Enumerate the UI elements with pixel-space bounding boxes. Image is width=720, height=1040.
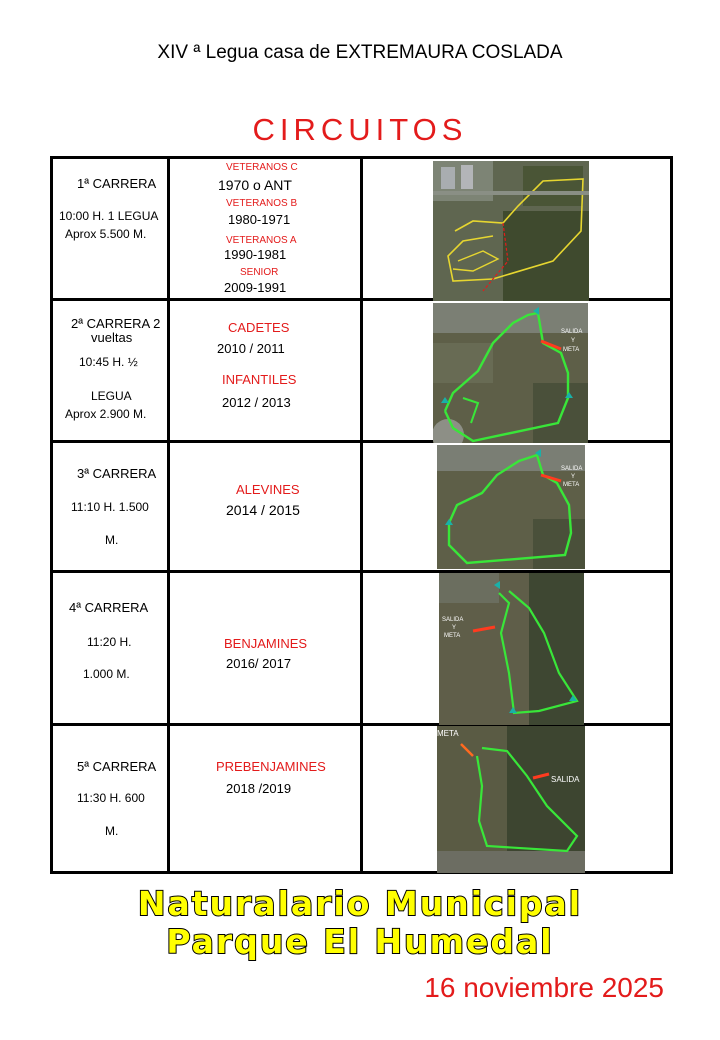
race-name-cont: vueltas <box>91 330 133 345</box>
race-categories-2 <box>169 300 362 442</box>
race-categories-1 <box>169 158 362 300</box>
category-years: 2014 / 2015 <box>226 502 300 518</box>
race-map-cell-3 <box>362 442 672 572</box>
map-label: META <box>437 729 459 738</box>
map-label: SALIDA <box>561 329 583 335</box>
category-years: 2009-1991 <box>224 280 287 295</box>
race-name: 1ª CARRERA <box>77 176 157 191</box>
map-label: SALIDA <box>561 466 583 472</box>
category-years: 2018 /2019 <box>226 781 292 796</box>
category-years: 1980-1971 <box>228 212 291 227</box>
event-date: 16 noviembre 2025 <box>424 972 664 1003</box>
category-name: PREBENJAMINES <box>216 759 326 774</box>
category-years: 2016/ 2017 <box>226 656 292 671</box>
race-distance: Aprox 5.500 M. <box>65 227 147 241</box>
race-info-4 <box>52 572 169 725</box>
page-title: XIV ª Legua casa de EXTREMAURA COSLADA <box>157 42 563 63</box>
race-info-1 <box>52 158 169 300</box>
race-map-cell-1 <box>362 158 672 300</box>
race-time: 11:20 H. <box>87 635 132 649</box>
race-row-2 <box>52 300 672 442</box>
race-row-3 <box>52 442 672 572</box>
race-name: 4ª CARRERA <box>69 600 149 615</box>
race-distance: Aprox 2.900 M. <box>65 407 147 421</box>
circuits-table <box>50 156 673 874</box>
category-years: 2010 / 2011 <box>217 341 285 356</box>
route-map-2 <box>433 303 588 443</box>
map-label: SALIDA <box>551 775 580 784</box>
category-name: INFANTILES <box>222 372 297 387</box>
map-label: Y <box>571 338 576 344</box>
map-label: SALIDA <box>442 617 464 623</box>
map-label: Y <box>571 474 576 480</box>
category-years: 1970 o ANT <box>218 177 292 193</box>
category-name: VETERANOS C <box>226 162 298 173</box>
race-time-cont: LEGUA <box>91 389 132 403</box>
race-categories-3 <box>169 442 362 572</box>
race-time: 11:10 H. 1.500 <box>71 500 149 514</box>
race-time: 10:00 H. 1 LEGUA <box>59 209 159 223</box>
route-map-5 <box>437 726 585 873</box>
map-label: META <box>563 482 580 488</box>
route-map-3 <box>437 445 585 569</box>
category-name: SENIOR <box>240 267 279 278</box>
map-label: META <box>563 347 580 353</box>
category-name: ALEVINES <box>236 482 300 497</box>
race-row-1 <box>52 158 672 300</box>
category-years: 1990-1981 <box>224 247 287 262</box>
section-title: CIRCUITOS <box>252 112 468 147</box>
race-name: 3ª CARRERA <box>77 466 157 481</box>
race-map-cell-4 <box>362 572 672 725</box>
race-categories-5 <box>169 725 362 873</box>
race-info-3 <box>52 442 169 572</box>
race-map-cell-5 <box>362 725 672 873</box>
category-name: VETERANOS B <box>226 198 298 209</box>
race-time: 11:30 H. 600 <box>77 791 145 805</box>
race-name: 5ª CARRERA <box>77 759 157 774</box>
race-time: 10:45 H. ½ <box>79 355 138 369</box>
race-map-cell-2 <box>362 300 672 442</box>
race-distance: M. <box>105 824 119 838</box>
race-distance: M. <box>105 533 119 547</box>
park-name-line2: Parque El Humedal <box>166 922 554 961</box>
race-categories-4 <box>169 572 362 725</box>
race-info-5 <box>52 725 169 873</box>
race-distance: 1.000 M. <box>83 667 130 681</box>
race-row-5 <box>52 725 672 873</box>
route-map-1 <box>433 161 589 301</box>
category-name: VETERANOS A <box>226 235 297 246</box>
category-name: CADETES <box>228 320 290 335</box>
map-label: META <box>444 633 461 639</box>
category-name: BENJAMINES <box>224 636 308 651</box>
category-years: 2012 / 2013 <box>222 395 291 410</box>
map-label: Y <box>452 625 457 631</box>
race-info-2 <box>52 300 169 442</box>
race-row-4 <box>52 572 672 725</box>
race-name: 2ª CARRERA 2 <box>71 316 161 331</box>
route-map-4 <box>439 573 584 725</box>
park-name-line1: Naturalario Municipal <box>137 884 583 923</box>
